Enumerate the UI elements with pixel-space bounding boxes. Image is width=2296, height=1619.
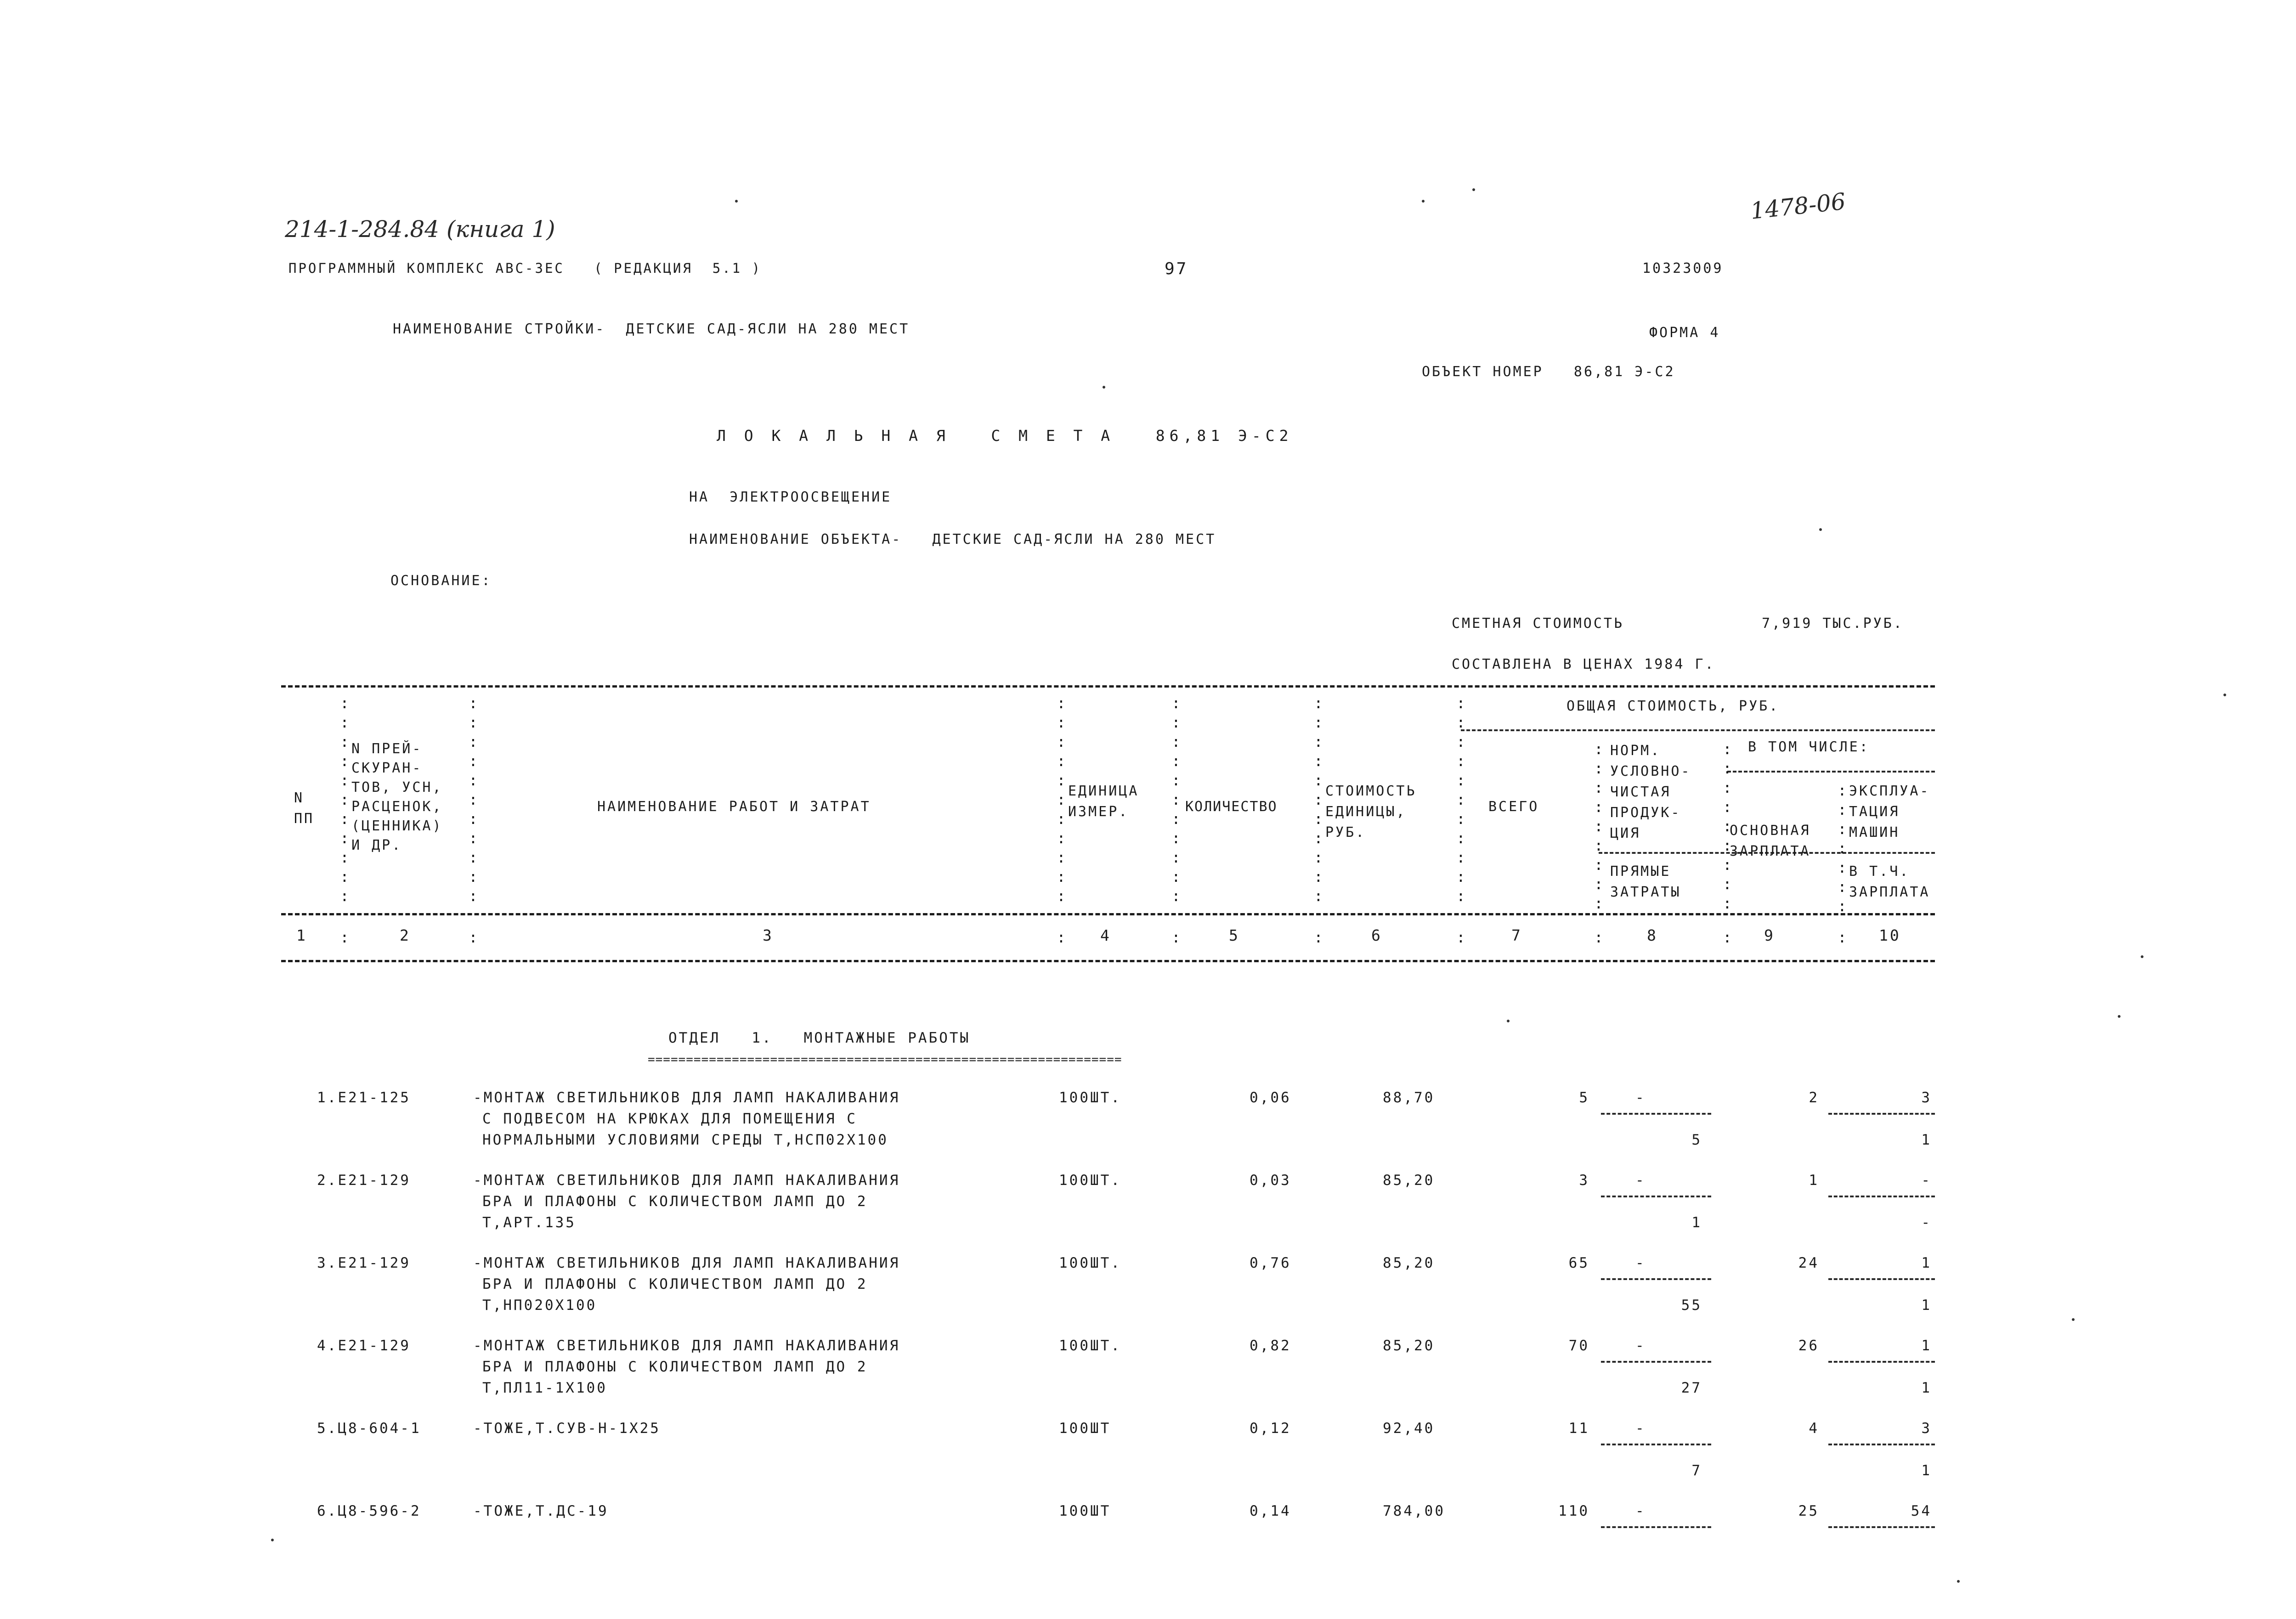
row-conditional-net: - [1635, 1337, 1646, 1354]
row-unit: 100ШТ [1059, 1420, 1111, 1437]
row-conditional-net: - [1635, 1255, 1646, 1271]
col-number-separator: : [1838, 928, 1847, 946]
scan-speck [2141, 955, 2143, 958]
header-col-8: НОРМ. УСЛОВНО- ЧИСТАЯ ПРОДУК- ЦИЯ [1610, 743, 1691, 841]
section-underline: ============================================================== [648, 1053, 1122, 1066]
row-unit-price: 85,20 [1383, 1337, 1435, 1354]
row-code: 2.Е21-129 [317, 1172, 411, 1189]
col-number-7: 7 [1511, 926, 1522, 944]
row-unit: 100ШТ. [1059, 1089, 1121, 1106]
scan-speck [1957, 1580, 1960, 1583]
row-code: 4.Е21-129 [317, 1337, 411, 1354]
row-code: 5.Ц8-604-1 [317, 1420, 421, 1437]
numbers-bottom-rule [281, 960, 1935, 962]
row-code: 6.Ц8-596-2 [317, 1503, 421, 1519]
col-number-2: 2 [400, 926, 411, 944]
scan-speck [271, 1539, 274, 1541]
header-col-9: ОСНОВНАЯ ЗАРПЛАТА [1730, 823, 1811, 859]
row-machine-ops: 3 [1921, 1089, 1932, 1106]
scan-speck [1819, 528, 1822, 531]
row-base-salary: 1 [1809, 1172, 1819, 1189]
row-base-salary: 26 [1798, 1337, 1819, 1354]
row-machine-salary: - [1921, 1214, 1932, 1231]
col-number-separator: : [469, 928, 478, 946]
construction-name: НАИМЕНОВАНИЕ СТРОЙКИ- ДЕТСКИЕ САД-ЯСЛИ НА 280 МЕСТ [393, 321, 910, 337]
col-separator: : : : : : : : : : : : [1057, 694, 1066, 905]
header-col-7: ВСЕГО [1488, 799, 1539, 815]
row-description-line: -ТОЖЕ,Т.ДС-19 [473, 1503, 609, 1519]
object-name: НАИМЕНОВАНИЕ ОБЪЕКТА- ДЕТСКИЕ САД-ЯСЛИ НА 280 МЕСТ [689, 531, 1216, 547]
subtotal-dash-rule [1828, 1113, 1935, 1115]
document-code: 10323009 [1642, 260, 1724, 276]
row-description-line: Т,ПЛ11-1Х100 [482, 1380, 607, 1396]
row-quantity: 0,14 [1250, 1503, 1291, 1519]
handwritten-doc-number: 214-1-284.84 (книга 1) [285, 216, 555, 243]
scan-speck [2223, 694, 2226, 696]
row-base-salary: 24 [1798, 1255, 1819, 1271]
col-number-separator: : [1057, 928, 1066, 946]
col-number-8: 8 [1647, 926, 1658, 944]
basis-label: ОСНОВАНИЕ: [390, 573, 492, 589]
col-number-5: 5 [1229, 926, 1240, 944]
header-col-4: ЕДИНИЦА ИЗМЕР. [1068, 783, 1139, 820]
row-direct-costs: 7 [1691, 1462, 1702, 1479]
row-description-line: БРА И ПЛАФОНЫ С КОЛИЧЕСТВОМ ЛАМП ДО 2 [482, 1359, 868, 1375]
row-quantity: 0,76 [1250, 1255, 1291, 1271]
total-cost-rule [1461, 729, 1935, 731]
subtotal-dash-rule [1601, 1526, 1711, 1528]
header-bottom-rule [281, 913, 1935, 915]
header-col-1: N ПП [294, 790, 315, 827]
col-separator: : : : : : : : : : : : [469, 694, 478, 905]
subtotal-dash-rule [1828, 1278, 1935, 1280]
in-which-rule [1727, 771, 1935, 773]
col-number-3: 3 [763, 926, 774, 944]
row-machine-salary: 1 [1921, 1380, 1932, 1396]
col-number-6: 6 [1371, 926, 1382, 944]
header-col-2: N ПРЕЙ- СКУРАН- ТОВ, УСН, РАСЦЕНОК, (ЦЕННИКА) И ДР. [351, 741, 443, 853]
scan-speck [2072, 1318, 2075, 1321]
row-unit-price: 85,20 [1383, 1172, 1435, 1189]
subtotal-dash-rule [1601, 1361, 1711, 1363]
row-description-line: -МОНТАЖ СВЕТИЛЬНИКОВ ДЛЯ ЛАМП НАКАЛИВАНИЯ [473, 1255, 900, 1271]
col-number-1: 1 [296, 926, 307, 944]
page-number: 97 [1165, 259, 1188, 278]
col-number-separator: : [1171, 928, 1181, 946]
row-direct-costs: 1 [1691, 1214, 1702, 1231]
estimate-subject: НА ЭЛЕКТРООСВЕЩЕНИЕ [689, 489, 892, 505]
row-description-line: -ТОЖЕ,Т.СУВ-Н-1Х25 [473, 1420, 661, 1437]
col-number-4: 4 [1100, 926, 1111, 944]
table-top-rule [281, 685, 1935, 688]
col-separator: : : : : : : : : : [1723, 740, 1732, 912]
row-machine-salary: 1 [1921, 1462, 1932, 1479]
row-unit-price: 88,70 [1383, 1089, 1435, 1106]
row-description-line: С ПОДВЕСОМ НА КРЮКАХ ДЛЯ ПОМЕЩЕНИЯ С [482, 1111, 857, 1127]
col-separator: : : : : : : : [1838, 781, 1847, 915]
subtotal-dash-rule [1828, 1196, 1935, 1197]
document-title: Л О К А Л Ь Н А Я С М Е Т А 86,81 Э-С2 [717, 427, 1293, 445]
subtotal-dash-rule [1601, 1196, 1711, 1197]
col-number-separator: : [1314, 928, 1323, 946]
header-col-5: КОЛИЧЕСТВО [1185, 799, 1278, 815]
col-separator: : : : : : : : : : [1594, 740, 1603, 912]
row-quantity: 0,82 [1250, 1337, 1291, 1354]
row-unit: 100ШТ. [1059, 1337, 1121, 1354]
scan-speck [2118, 1015, 2121, 1018]
col-number-separators: : [340, 928, 349, 946]
subtotal-dash-rule [1601, 1278, 1711, 1280]
row-description-line: -МОНТАЖ СВЕТИЛЬНИКОВ ДЛЯ ЛАМП НАКАЛИВАНИЯ [473, 1089, 900, 1106]
row-quantity: 0,03 [1250, 1172, 1291, 1189]
handwritten-archive-number: 1478-06 [1749, 188, 1847, 225]
col-number-separator: : [1723, 928, 1732, 946]
row-direct-costs: 55 [1681, 1297, 1702, 1314]
row-machine-ops: 3 [1921, 1420, 1932, 1437]
col-number-9: 9 [1764, 926, 1775, 944]
row-conditional-net: - [1635, 1172, 1646, 1189]
row-total: 3 [1579, 1172, 1589, 1189]
col-number-separator: : [1456, 928, 1465, 946]
row-base-salary: 2 [1809, 1089, 1819, 1106]
col-separator: : : : : : : : : : : : [1314, 694, 1323, 905]
header-col-10: ЭКСПЛУА- ТАЦИЯ МАШИН [1849, 783, 1930, 841]
header-col-10b: В Т.Ч. ЗАРПЛАТА [1849, 863, 1930, 900]
row-total: 65 [1568, 1255, 1589, 1271]
row-description-line: Т,НП020Х100 [482, 1297, 597, 1314]
header-in-which: В ТОМ ЧИСЛЕ: [1748, 739, 1870, 755]
object-number: ОБЪЕКТ НОМЕР 86,81 Э-С2 [1422, 364, 1675, 380]
scan-speck [735, 200, 738, 203]
row-base-salary: 25 [1798, 1503, 1819, 1519]
row-total: 70 [1568, 1337, 1589, 1354]
row-description-line: БРА И ПЛАФОНЫ С КОЛИЧЕСТВОМ ЛАМП ДО 2 [482, 1193, 868, 1210]
row-machine-ops: 1 [1921, 1255, 1932, 1271]
scan-speck [1103, 386, 1105, 389]
row-description-line: НОРМАЛЬНЫМИ УСЛОВИЯМИ СРЕДЫ Т,НСП02Х100 [482, 1132, 888, 1148]
scan-speck [1422, 200, 1425, 203]
row-unit-price: 784,00 [1383, 1503, 1445, 1519]
col-separator: : : : : : : : : : : : [1171, 694, 1181, 905]
row-description-line: Т,АРТ.135 [482, 1214, 576, 1231]
row-direct-costs: 5 [1691, 1132, 1702, 1148]
subtotal-dash-rule [1601, 1444, 1711, 1445]
row-description-line: БРА И ПЛАФОНЫ С КОЛИЧЕСТВОМ ЛАМП ДО 2 [482, 1276, 868, 1292]
row-direct-costs: 27 [1681, 1380, 1702, 1396]
row-code: 1.Е21-125 [317, 1089, 411, 1106]
price-base-note: СОСТАВЛЕНА В ЦЕНАХ 1984 Г. [1452, 656, 1715, 672]
row-unit: 100ШТ. [1059, 1255, 1121, 1271]
section-heading: ОТДЕЛ 1. МОНТАЖНЫЕ РАБОТЫ [668, 1030, 971, 1046]
subtotal-dash-rule [1828, 1526, 1935, 1528]
row-unit-price: 92,40 [1383, 1420, 1435, 1437]
col-separator: : : : : : : : : : : : [1456, 694, 1465, 905]
program-line: ПРОГРАММНЫЙ КОМПЛЕКС АВС-3ЕС ( РЕДАКЦИЯ 5.1 ) [288, 260, 762, 276]
row-conditional-net: - [1635, 1420, 1646, 1437]
row-quantity: 0,06 [1250, 1089, 1291, 1106]
row-machine-ops: - [1921, 1172, 1932, 1189]
col-separator: : : : : : : : : : : : [340, 694, 349, 905]
estimated-cost-value: 7,919 ТЫС.РУБ. [1762, 615, 1904, 632]
row-machine-ops: 54 [1911, 1503, 1932, 1519]
row-unit-price: 85,20 [1383, 1255, 1435, 1271]
header-col-6: СТОИМОСТЬ ЕДИНИЦЫ, РУБ. [1325, 783, 1417, 841]
subtotal-dash-rule [1828, 1444, 1935, 1445]
scan-speck [1507, 1020, 1510, 1022]
row-machine-salary: 1 [1921, 1297, 1932, 1314]
header-col-8b: ПРЯМЫЕ ЗАТРАТЫ [1610, 863, 1681, 900]
form-label: ФОРМА 4 [1649, 325, 1720, 341]
subtotal-dash-rule [1828, 1361, 1935, 1363]
row-total: 5 [1579, 1089, 1589, 1106]
row-conditional-net: - [1635, 1503, 1646, 1519]
row-quantity: 0,12 [1250, 1420, 1291, 1437]
row-machine-salary: 1 [1921, 1132, 1932, 1148]
row-unit: 100ШТ [1059, 1503, 1111, 1519]
row-code: 3.Е21-129 [317, 1255, 411, 1271]
row-machine-ops: 1 [1921, 1337, 1932, 1354]
row-base-salary: 4 [1809, 1420, 1819, 1437]
row-total: 110 [1558, 1503, 1589, 1519]
header-col-3: НАИМЕНОВАНИЕ РАБОТ И ЗАТРАТ [597, 799, 871, 815]
header-total-cost: ОБЩАЯ СТОИМОСТЬ, РУБ. [1566, 698, 1780, 714]
row-total: 11 [1568, 1420, 1589, 1437]
row-conditional-net: - [1635, 1089, 1646, 1106]
row-description-line: -МОНТАЖ СВЕТИЛЬНИКОВ ДЛЯ ЛАМП НАКАЛИВАНИЯ [473, 1337, 900, 1354]
col-number-separator: : [1594, 928, 1603, 946]
row-description-line: -МОНТАЖ СВЕТИЛЬНИКОВ ДЛЯ ЛАМП НАКАЛИВАНИЯ [473, 1172, 900, 1189]
col-number-10: 10 [1879, 926, 1901, 944]
scan-speck [1472, 188, 1475, 191]
row-unit: 100ШТ. [1059, 1172, 1121, 1189]
estimated-cost-label: СМЕТНАЯ СТОИМОСТЬ [1452, 615, 1624, 632]
subtotal-dash-rule [1601, 1113, 1711, 1115]
